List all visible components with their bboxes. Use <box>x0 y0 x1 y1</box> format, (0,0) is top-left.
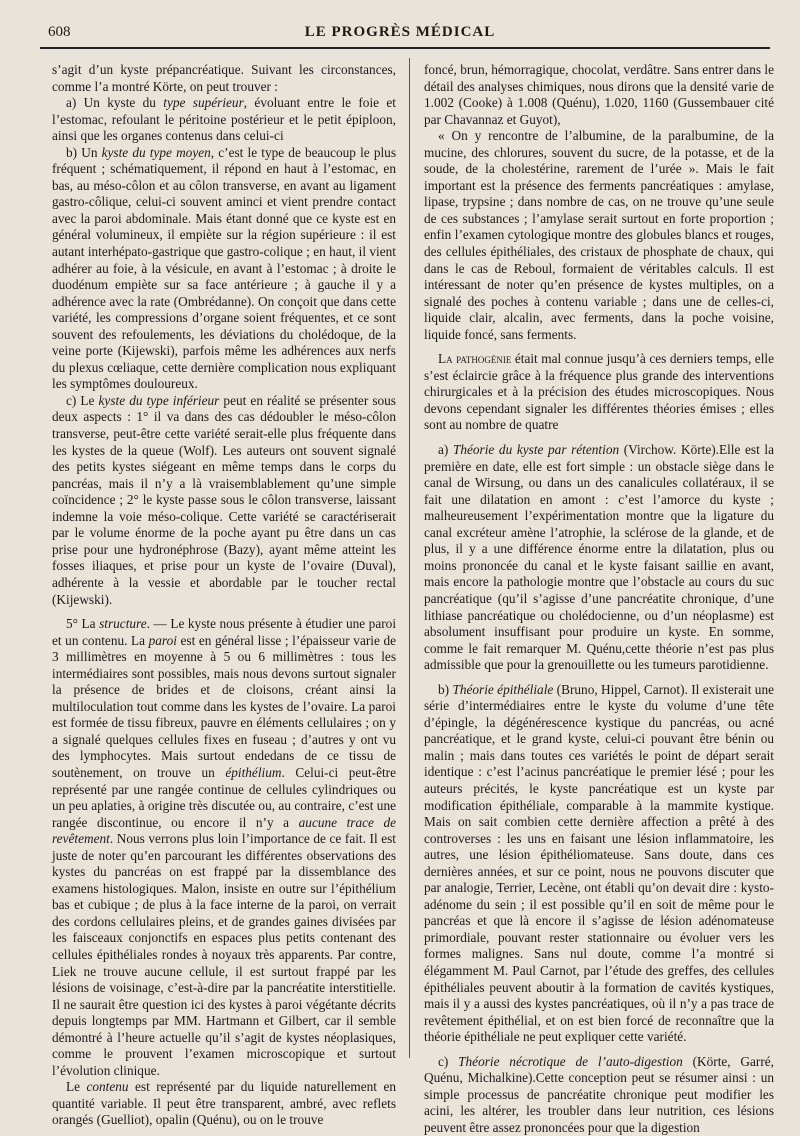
page-header <box>40 22 760 44</box>
header-rule <box>40 47 770 49</box>
page-number: 608 <box>48 24 71 40</box>
paragraph: « On y rencontre de l’albumine, de la paralbumine, de la mucine, des chlorures, souvent du sucre, de la potasse, et de la soude, de la cholestérine, rarement de l’urée ». Mais le fait important est la présence des ferments pancréatiques : amylase, lipase, trypsine ; dans nombre de cas, on ne trouve qu’une seule de ces substances ; l’amylase serait surtout en forte proportion ; enfin l’examen cytologique montre des globules blancs et rouges, des cellules épithéliales, des cristaux de phosphate de chaux, qui dans le cas de Reboul, formaient de véritables calculs. Il est intéressant de noter qu’en présence de kystes multiples, on a signalé des poches à contenu variable ; dans une de celles-ci, liquide clair, alcalin, avec ferments, dans la poche voisine, liquide foncé, sans ferments. <box>424 128 774 342</box>
right-column <box>424 62 775 1135</box>
paragraph: s’agit d’un kyste prépancréatique. Suivant les circonstances, comme l’a montré Körte, on peut trouver : <box>52 62 396 94</box>
paragraph: c) Le kyste du type inférieur peut en réalité se présenter sous deux aspects : 1° il va dans des cas dédoubler le méso-côlon transverse, peut-être cette variété serait-elle plus fréquente dans les kystes de la queue (Wolf). Les auteurs ont souvent signalé des petits kystes siégeant en même temps dans le corps du pancréas, mais il n’y a là vraisemblablement qu’une simple coïncidence ; 2° le kyste passe sous le côlon transverse, laissant indemne la voie méso-colique. Cette variété se caractériserait par le volume énorme de la poche ayant pu être dans un cas prise pour une hydronéphrose (Bazy), ayant même atteint les fosses iliaques, et prise pour un kyste de l’ovaire (Duval), adhérente à la vessie et abordable par le toucher rectal (Kijewski). <box>52 392 396 607</box>
paragraph: a) Un kyste du type supérieur, évoluant entre le foie et l’estomac, refoulant le péritoine postérieur et le petit épiploon, ainsi que les organes contenus dans celui-ci <box>52 95 396 144</box>
paragraph: c) Théorie nécrotique de l’auto-digestion (Körte, Garré, Quénu, Michalkine).Cette conception peut se résumer ainsi : un simple processus de pancréatite chronique peut modifier les acini, les altérer, les troubler dans leur nutrition, ces lésions peuvent être assez prononcées pour que la digestion <box>424 1053 775 1135</box>
journal-title: LE PROGRÈS MÉDICAL <box>304 24 496 40</box>
paragraph: foncé, brun, hémorragique, chocolat, verdâtre. Sans entrer dans le détail des analyses chimiques, nous dirons que la densité varie de 1.002 (Cooke) à 1.008 (Quénu), 1.020, 1160 (Gussembauer cité par Chavannaz et Guyot), <box>424 62 774 127</box>
paragraph: b) Un kyste du type moyen, c’est le type de beaucoup le plus fréquent ; schématiquement, il répond en haut à l’estomac, en bas, au méso-côlon et au côlon transverse, en avant au ligament gastro-côlique, celui-ci souvent aminci et vient prendre contact avec la paroi abdominale. Mais étant donné que ce kyste est en général volumineux, il empiète sur la région supérieure : il est autant interhépato-gastrique que gastro-colique ; en haut, il vient adhérer au foie, à la vésicule, en avant à l’estomac ; à droite le duodénum empiète sur sa face antérieure ; à gauche il y a adhérence avec la rate (Ombrédanne). On conçoit que dans cette variété, les compressions d’organe soient fréquentes, et ce sont souvent des refoulements, les déviations du cholédoque, de la veine porte (Kijewski), parfois même les adhérences aux nerfs du plexus cœliaque, cette dernière complication nous expliquant les symptômes douloureux. <box>52 144 396 392</box>
paragraph: Le contenu est représenté par du liquide naturellement en quantité variable. Il peut être transparent, ambré, avec reflets orangés (Guelliot), opalin (Quénu), ou on le trouve <box>52 1079 396 1128</box>
paragraph: 5° La structure. — Le kyste nous présente à étudier une paroi et un contenu. La paroi est en général lisse ; l’épaisseur varie de 3 millimètres en moyenne à 5 ou 6 millimètres : tous les intermédiaires sont possibles, mais nous devons surtout signaler la présence de brides et de cloisons, créant ainsi la multiloculation tout comme dans les kystes de l’ovaire. La paroi est formée de tissu fibreux, pauvre en éléments cellulaires ; on y a signalé quelques cellules fixes en fuseau ; d’autres y ont vu des lymphocytes. Mais surtout endedans de ce tissu de soutènement, on trouve un épithélium. Celui-ci peut-être représenté par une rangée continue de cellules cylindriques ou un peu aplaties, à origine très discutée ou, au contraire, c’est une rangée discontinue, ou encore il n’y a aucune trace de revêtement. Nous verrons plus loin l’importance de ce fait. Il est juste de noter qu’en parcourant les différentes observations des kystes du pancréas on est frappé par la dissemblance des examens histologiques. Malon, insiste en outre sur l’épithélium bas et cubique ; de plus à la face interne de la paroi, on verrait des cordons cellulaires pleins, et de grandes gaines divisées par les faisceaux conjonctifs en espaces plus petits contenant des cellules épithéliales rondes à noyaux très apparents. Par contre, Liek ne trouve aucune cellule, il est surtout frappé par les lésions de voisinage, c’est-à-dire par la pancréatite interstitielle. Il ne saurait être question ici des kystes à paroi végétante décrits depuis longtemps par MM. Hartmann et Gilbert, car il semble démontré à l’heure actuelle qu’il s’agit de kystes néoplasiques, comme le prouvent l’examen microscopique et surtout l’évolution clinique. <box>52 616 397 1078</box>
paragraph: b) Théorie épithéliale (Bruno, Hippel, Carnot). Il existerait une série d’intermédiaires entre le kyste du volume d’une tête d’épingle, la dégénérescence kystique du pancréas, ou acné pancréatique, et le grand kyste, celui-ci pouvant être bénin ou malin ; mais dans toutes ces variétés le point de départ serait identique : c’est l’acinus pancréatique le premier lésé ; pour les auteurs précités, le kyste pancréatique est un kyste par modification épithéliale, comparable à la mammite kystique. Mais on sait combien cette dernière affection a prêté à des controverses : les uns en faisant une lésion inflammatoire, les autres, une lésion épithéliomateuse. Sans doute, dans ces dernières années, et sur ce point, nous ne pouvons discuter que par analogie, Terrier, Lecène, ont établi qu’on devait dire : kysto-adénome du sein ; il est possible qu’il en soit de même pour le pancréas et que là encore il s’agisse de lésion adénomateuse primordiale, pouvant rester stationnaire ou évoluer vers les formes malignes. Sans nul doute, comme l’a montré si élégamment M. Paul Carnot, par l’étude des greffes, des cellules épithéliales peuvent aboutir à la formation de cavités kystiques, mais il y a aussi des kystes pancréatiques, où il n’y a pas trace de revêtement épithélial, et on est bien forcé de reconnaître que la théorie épithéliale ne peut expliquer cette variété. <box>424 681 775 1045</box>
left-column <box>52 62 397 1128</box>
column-divider <box>409 58 410 1058</box>
paragraph: La pathogénie était mal connue jusqu’à ces derniers temps, elle s’est éclaircie grâce à la fréquence plus grande des interventions chirurgicales et à la précision des études microscopiques. Nous devons cependant signaler les différentes théories émises ; elles sont au nombre de quatre <box>424 351 774 433</box>
section-heading: La pathogénie <box>438 351 512 367</box>
paragraph: a) Théorie du kyste par rétention (Virchow. Körte).Elle est la première en date, elle est fort simple : un obstacle siège dans le canal de Wirsung, ou dans un des canalicules collatéraux, il se fait une dilatation en amont : c’est l’amorce du kyste ; malheureusement l’expérimentation montre que la ligature du canal excréteur amène l’atrophie, la sclérose de la glande, et de plus, il y a une différence énorme entre la dilatation, plus ou moins prononcée du canal et le kyste faisant saillie en avant, mais encore la pathologie montre que l’obstacle au cours du suc pancréatique (qu’il s’agisse d’une pancréatite chronique, d’une lithiase pancréatique ou cholédocienne, ou d’un néoplasme) est absolument insuffisant pour produire un kyste. En somme, comme le fait remarquer M. Quénu,cette théorie n’est pas plus admissible que pour la grenouillette ou les tumeurs parotidienne. <box>424 442 774 673</box>
